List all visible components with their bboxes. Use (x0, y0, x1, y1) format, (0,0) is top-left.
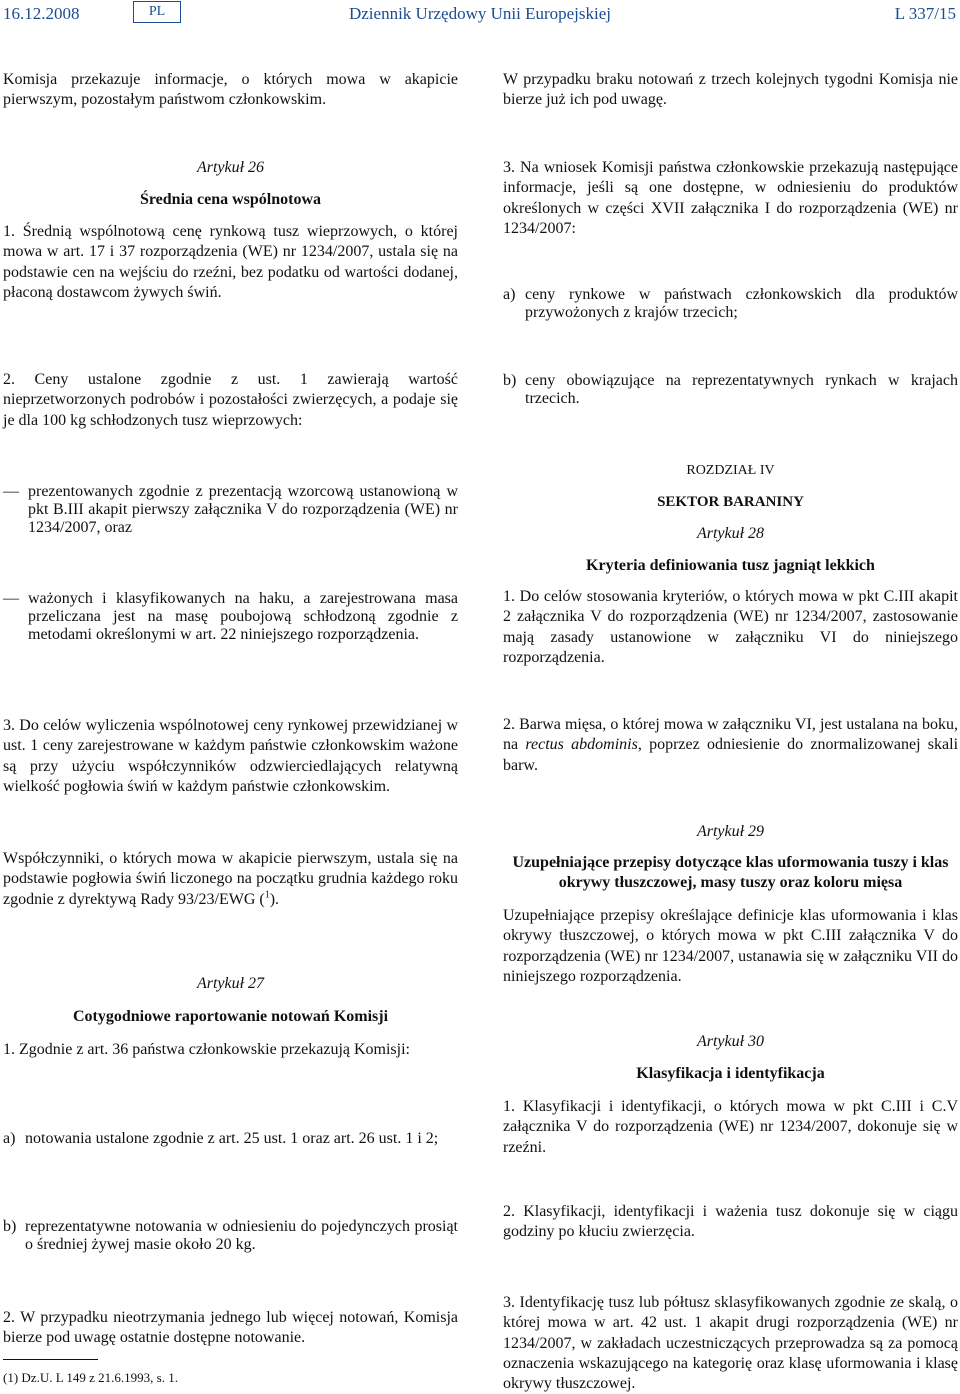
dash-item-text: prezentowanych zgodnie z prezentacją wzorcową ustanowioną w pkt B.III akapit pierwszy załącznika V do rozporządzenia (WE) nr 1234/2007, oraz (28, 483, 458, 536)
dash-marker: — (3, 590, 19, 607)
article-27-item-a (3, 1130, 458, 1148)
article-28-paragraph-1: 1. Do celów stosowania kryteriów, o których mowa w pkt C.III akapit 2 załącznika V do rozporządzenia (WE) nr 1234/2007, zastosowanie mają zasady ustanowione w załączniku VI do niniejszego rozporządzenia. (503, 588, 958, 666)
footnote: (1) Dz.U. L 149 z 21.6.1993, s. 1. (3, 1370, 178, 1385)
footnote-divider (3, 1359, 98, 1360)
article-29-title: Artykuł 29 (696, 823, 765, 840)
article-30-title: Artykuł 30 (696, 1033, 765, 1050)
paragraph-3-item-b (503, 372, 958, 408)
article-30-paragraph-1: 1. Klasyfikacji i identyfikacji, o których mowa w pkt C.III i C.V załącznika V do rozporządzenia (WE) nr 1234/2007, dokonuje się w rzeźni. (503, 1098, 958, 1156)
italic-term: rectus abdominis (525, 736, 638, 754)
journal-title: Dziennik Urzędowy Unii Europejskiej (348, 4, 611, 23)
sector-title: SEKTOR BARANINY (657, 494, 804, 510)
article-27-item-b (3, 1218, 458, 1254)
chapter-title: ROZDZIAŁ IV (686, 463, 775, 478)
dash-item-1 (3, 483, 458, 537)
dash-item-2 (3, 590, 458, 644)
article-29-paragraph: Uzupełniające przepisy określające definicje klas uformowania i klas okrywy tłuszczowej, o których mowa w pkt C.III załącznika V do rozporządzenia (WE) nr 1234/2007, ustanawia się w załączniku VII do niniejszego rozporządzenia. (503, 907, 958, 985)
article-28-paragraph-2: 2. Barwa mięsa, o której mowa w załączniku VI, jest ustalana na boku, na rectus abdominis, poprzez odniesienie do znormalizowanej skali barw. (503, 716, 959, 774)
list-item-text: reprezentatywne notowania w odniesieniu do pojedynczych prosiąt o średniej żywej masie około 20 kg. (25, 1218, 458, 1253)
article-27-heading: Cotygodniowe raportowanie notowań Komisji (72, 1008, 389, 1025)
article-30-paragraph-2: 2. Klasyfikacji, identyfikacji i ważenia tusz dokonuje się w ciągu godziny po kłuciu zwierzęcia. (503, 1203, 958, 1241)
article-27-paragraph-1: 1. Zgodnie z art. 36 państwa członkowskie przekazują Komisji: (3, 1041, 410, 1058)
list-item-text: ceny rynkowe w państwach członkowskich dla produktów przywożonych z krajów trzecich; (525, 286, 958, 321)
article-29-heading: Uzupełniające przepisy dotyczące klas uformowania tuszy i klas okrywy tłuszczowej, masy tuszy oraz koloru mięsa (512, 854, 949, 892)
article-26-paragraph-4: Współczynniki, o których mowa w akapicie pierwszym, ustala się na podstawie pogłowia świń liczonego na początku grudnia każdego roku zgodnie z dyrektywą Rady 93/23/EWG ($^1$). (3, 850, 458, 908)
footnote-ref: 1 (264, 889, 270, 901)
intro-paragraph-right: W przypadku braku notowań z trzech kolejnych tygodni Komisja nie bierze już ich pod uwagę. (503, 71, 958, 109)
article-26-paragraph-2: 2. Ceny ustalone zgodnie z ust. 1 zawierają wartość nieprzetworzonych podrobów i pozostałości zwierzęcych, a podaje się je dla 100 kg schłodzonych tusz wieprzowych: (3, 371, 458, 429)
article-27-title: Artykuł 27 (196, 975, 265, 992)
article-26-title: Artykuł 26 (196, 159, 265, 176)
list-marker: b) (503, 372, 517, 389)
paragraph-3-item-a (503, 286, 958, 322)
page-number: L 337/15 (894, 4, 956, 23)
article-25-paragraph-3: 3. Na wniosek Komisji państwa członkowskie przekazują następujące informacje, jeśli są one dostępne, w odniesieniu do produktów określonych w części XVII załącznika I do rozporządzenia (WE) nr 1234/2007: (503, 159, 958, 237)
dash-item-text: ważonych i klasyfikowanych na haku, a zarejestrowana masa przeliczana jest na masę poubojową schłodzoną zgodnie z metodami określonymi w art. 22 niniejszego rozporządzenia. (28, 590, 458, 643)
article-30-paragraph-3: 3. Identyfikację tusz lub półtusz sklasyfikowanych zgodnie ze skalą, o której mowa w art. 42 ust. 1 akapit drugi rozporządzenia (WE) nr 1234/2007, w zakładach uczestniczących przeprowadza są za pomocą oznaczenia wskazującego na kategorię oraz klasę uformowania i klasę okrywy tłuszczowej. (503, 1294, 958, 1393)
article-26-paragraph-3: 3. Do celów wyliczenia wspólnotowej ceny rynkowej przewidzianej w ust. 1 ceny zarejestrowane w każdym państwie członkowskim ważone są przy użyciu współczynników odzwierciedlających relatywną wielkość pogłowia świń w każdym państwie członkowskim. (3, 717, 458, 795)
list-item-text: ceny obowiązujące na reprezentatywnych rynkach w krajach trzecich. (525, 372, 958, 407)
intro-paragraph-left: Komisja przekazuje informacje, o których mowa w akapicie pierwszym, pozostałym państwom członkowskim. (3, 71, 458, 109)
list-marker: b) (3, 1218, 17, 1235)
article-27-paragraph-2: 2. W przypadku nieotrzymania jednego lub więcej notowań, Komisja bierze pod uwagę ostatnie dostępne notowanie. (3, 1309, 458, 1347)
article-26-paragraph-1: 1. Średnią wspólnotową cenę rynkową tusz wieprzowych, o której mowa w art. 17 i 37 rozporządzenia (WE) nr 1234/2007, ustala się na podstawie cen na wejściu do rzeźni, bez podatku od wartości dodanej, płaconą dostawcom żywych świń. (3, 223, 458, 301)
article-28-title: Artykuł 28 (696, 525, 765, 542)
article-30-heading: Klasyfikacja i identyfikacja (636, 1065, 825, 1082)
header-date: 16.12.2008 (3, 4, 80, 23)
list-marker: a) (3, 1130, 16, 1147)
list-marker: a) (503, 286, 516, 303)
article-26-heading: Średnia cena wspólnotowa (139, 191, 322, 208)
list-item-text: notowania ustalone zgodnie z art. 25 ust. 1 oraz art. 26 ust. 1 i 2; (25, 1130, 439, 1147)
language-badge: PL (133, 1, 181, 23)
dash-marker: — (3, 483, 19, 500)
article-28-heading: Kryteria definiowania tusz jagniąt lekkich (586, 557, 875, 574)
